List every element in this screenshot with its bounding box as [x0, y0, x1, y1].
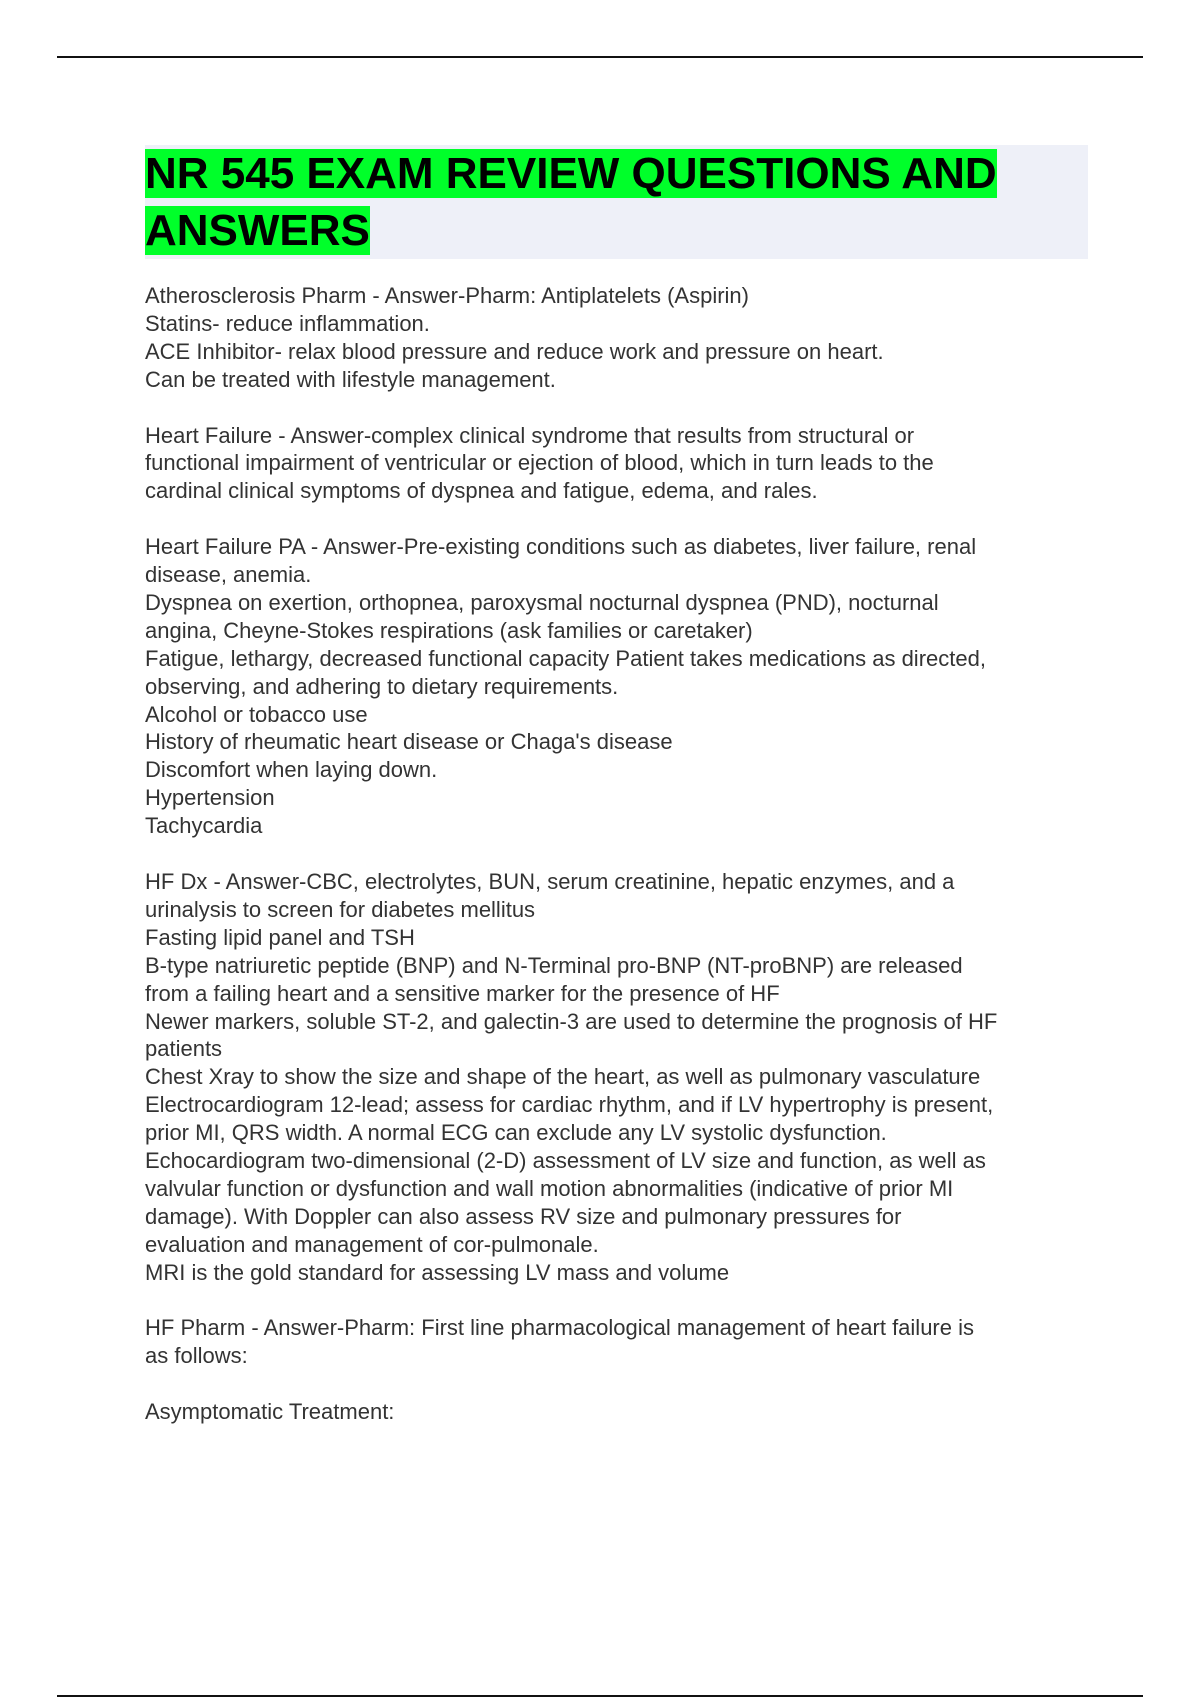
- body-line: disease, anemia.: [145, 562, 312, 588]
- body-line: Echocardiogram two-dimensional (2-D) assessment of LV size and function, as well as: [145, 1148, 986, 1174]
- body-line: angina, Cheyne-Stokes respirations (ask families or caretaker): [145, 617, 753, 643]
- bottom-divider: [57, 1695, 1143, 1697]
- body-line: Atherosclerosis Pharm - Answer-Pharm: Antiplatelets (Aspirin): [145, 283, 749, 308]
- body-line: HF Dx - Answer-CBC, electrolytes, BUN, serum creatinine, hepatic enzymes, and a: [145, 868, 955, 894]
- body-line: HF Pharm - Answer-Pharm: First line pharmacological management of heart failure is: [145, 1315, 974, 1341]
- body-line: B-type natriuretic peptide (BNP) and N-Terminal pro-BNP (NT-proBNP) are released: [145, 952, 963, 978]
- body-line: MRI is the gold standard for assessing LV mass and volume: [145, 1259, 730, 1285]
- page-title: [145, 145, 1088, 259]
- blank-line: [145, 394, 1095, 422]
- body-line: Statins- reduce inflammation.: [145, 310, 430, 336]
- body-line: damage). With Doppler can also assess RV size and pulmonary pressures for: [145, 1203, 902, 1229]
- body-line: Hypertension: [145, 785, 275, 811]
- body-line: Dyspnea on exertion, orthopnea, paroxysmal nocturnal dyspnea (PND), nocturnal: [145, 589, 939, 615]
- body-line: valvular function or dysfunction and wall motion abnormalities (indicative of prior MI: [145, 1175, 954, 1201]
- document-body: [145, 282, 1095, 1426]
- body-line: Can be treated with lifestyle management.: [145, 366, 556, 392]
- body-line: urinalysis to screen for diabetes mellitus: [145, 896, 536, 922]
- body-line: Fasting lipid panel and TSH: [145, 924, 415, 950]
- top-divider: [57, 56, 1143, 58]
- page-title-text: NR 545 EXAM REVIEW QUESTIONS AND ANSWERS: [145, 149, 997, 255]
- body-line: Electrocardiogram 12-lead; assess for cardiac rhythm, and if LV hypertrophy is present,: [145, 1092, 994, 1118]
- body-line: cardinal clinical symptoms of dyspnea and fatigue, edema, and rales.: [145, 478, 818, 504]
- body-line: Newer markers, soluble ST-2, and galectin-3 are used to determine the prognosis of HF: [145, 1008, 998, 1034]
- blank-line: [145, 505, 1095, 533]
- body-line: Discomfort when laying down.: [145, 757, 438, 783]
- body-line: ACE Inhibitor- relax blood pressure and reduce work and pressure on heart.: [145, 338, 884, 364]
- body-line: evaluation and management of cor-pulmonale.: [145, 1231, 599, 1257]
- body-line: Asymptomatic Treatment:: [145, 1399, 395, 1425]
- blank-line: [145, 1370, 1095, 1398]
- body-line: Heart Failure PA - Answer-Pre-existing conditions such as diabetes, liver failure, renal: [145, 534, 977, 560]
- blank-line: [145, 1287, 1095, 1315]
- body-line: Tachycardia: [145, 813, 263, 839]
- body-line: History of rheumatic heart disease or Chaga's disease: [145, 729, 673, 755]
- body-line: Heart Failure - Answer-complex clinical syndrome that results from structural or: [145, 422, 915, 448]
- body-line: patients: [145, 1036, 223, 1062]
- body-line: from a failing heart and a sensitive marker for the presence of HF: [145, 980, 780, 1006]
- body-line: observing, and adhering to dietary requirements.: [145, 673, 619, 699]
- title-block: [145, 145, 1088, 259]
- blank-line: [145, 840, 1095, 868]
- body-line: Chest Xray to show the size and shape of the heart, as well as pulmonary vasculature: [145, 1064, 981, 1090]
- body-line: prior MI, QRS width. A normal ECG can exclude any LV systolic dysfunction.: [145, 1120, 887, 1146]
- body-line: Alcohol or tobacco use: [145, 701, 368, 727]
- body-line: functional impairment of ventricular or ejection of blood, which in turn leads to the: [145, 450, 934, 476]
- body-line: as follows:: [145, 1343, 248, 1369]
- body-line: Fatigue, lethargy, decreased functional capacity Patient takes medications as directed,: [145, 645, 986, 671]
